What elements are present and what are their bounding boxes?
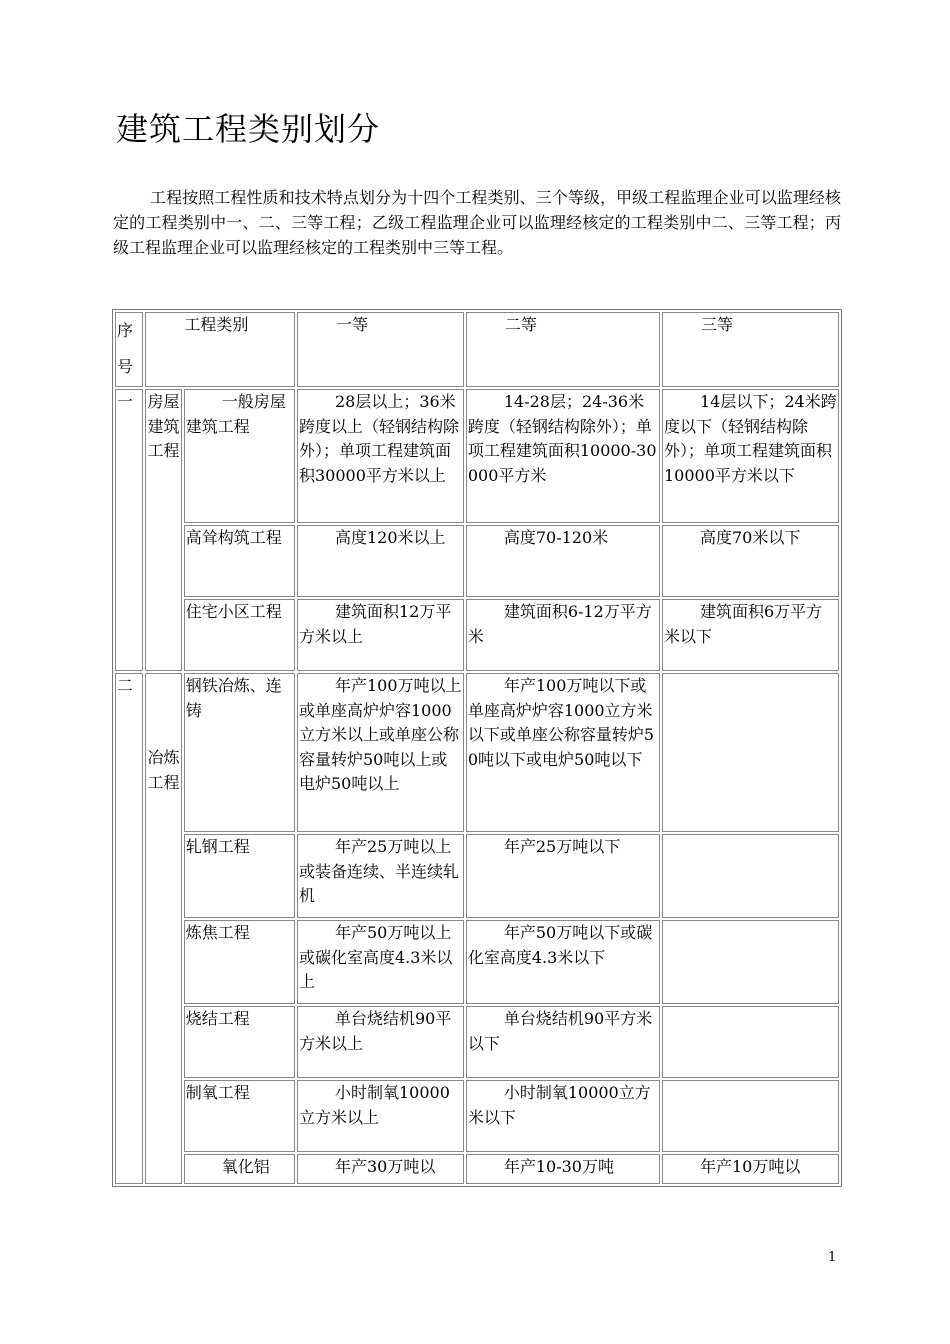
group-seq: 二	[115, 673, 143, 1184]
table-row	[115, 525, 839, 597]
table-row	[115, 1006, 839, 1078]
header-grade1: 一等	[297, 312, 464, 387]
header-category: 工程类别	[145, 312, 295, 387]
header-grade2: 二等	[466, 312, 660, 387]
table-row	[115, 920, 839, 1004]
grade3-cell	[662, 834, 839, 918]
grade2-cell: 建筑面积6-12万平方米	[466, 599, 660, 671]
grade1-cell: 高度120米以上	[297, 525, 464, 597]
sub-category: 氧化铝	[184, 1154, 295, 1184]
sub-category: 轧钢工程	[184, 834, 295, 918]
grade3-cell: 年产10万吨以	[662, 1154, 839, 1184]
grade1-cell: 年产100万吨以上或单座高炉炉容1000立方米以上或单座公称容量转炉50吨以上或电炉50吨以上	[297, 673, 464, 832]
sub-category: 高耸构筑工程	[184, 525, 295, 597]
table-row	[115, 1154, 839, 1184]
grade2-cell: 小时制氧10000立方米以下	[466, 1080, 660, 1152]
grade1-cell: 年产50万吨以上或碳化室高度4.3米以上	[297, 920, 464, 1004]
grade2-cell: 单台烧结机90平方米以下	[466, 1006, 660, 1078]
table-row	[115, 834, 839, 918]
sub-category: 住宅小区工程	[184, 599, 295, 671]
group-name: 房屋建筑工程	[145, 389, 181, 671]
grade1-cell: 单台烧结机90平方米以上	[297, 1006, 464, 1078]
header-seq: 序号	[115, 312, 143, 387]
table-row	[115, 599, 839, 671]
grade2-cell: 高度70-120米	[466, 525, 660, 597]
group-name: 冶炼工程	[145, 673, 181, 1184]
sub-category: 制氧工程	[184, 1080, 295, 1152]
table-row	[115, 389, 839, 523]
engineering-category-table	[112, 309, 842, 1187]
grade3-cell: 14层以下；24米跨度以下（轻钢结构除外）；单项工程建筑面积10000平方米以下	[662, 389, 839, 523]
grade1-cell: 小时制氧10000立方米以上	[297, 1080, 464, 1152]
grade3-cell	[662, 1080, 839, 1152]
header-grade3: 三等	[662, 312, 839, 387]
grade2-cell: 年产10-30万吨	[466, 1154, 660, 1184]
grade1-cell: 建筑面积12万平方米以上	[297, 599, 464, 671]
sub-category: 炼焦工程	[184, 920, 295, 1004]
grade3-cell	[662, 920, 839, 1004]
grade3-cell: 高度70米以下	[662, 525, 839, 597]
grade1-cell: 年产25万吨以上或装备连续、半连续轧机	[297, 834, 464, 918]
sub-category: 一般房屋建筑工程	[184, 389, 295, 523]
grade3-cell	[662, 1006, 839, 1078]
grade2-cell: 14-28层；24-36米跨度（轻钢结构除外）；单项工程建筑面积10000-30000平方米	[466, 389, 660, 523]
grade1-cell: 年产30万吨以	[297, 1154, 464, 1184]
sub-category: 钢铁冶炼、连铸	[184, 673, 295, 832]
grade2-cell: 年产50万吨以下或碳化室高度4.3米以下	[466, 920, 660, 1004]
grade3-cell	[662, 673, 839, 832]
table-row	[115, 1080, 839, 1152]
grade2-cell: 年产25万吨以下	[466, 834, 660, 918]
grade1-cell: 28层以上；36米跨度以上（轻钢结构除外）；单项工程建筑面积30000平方米以上	[297, 389, 464, 523]
grade2-cell: 年产100万吨以下或单座高炉炉容1000立方米以下或单座公称容量转炉50吨以下或电炉50吨以下	[466, 673, 660, 832]
grade3-cell: 建筑面积6万平方米以下	[662, 599, 839, 671]
table-row	[115, 673, 839, 832]
page-number: 1	[828, 1250, 837, 1265]
page-title: 建筑工程类别划分	[116, 110, 381, 148]
group-seq: 一	[115, 389, 143, 671]
intro-paragraph: 工程按照工程性质和技术特点划分为十四个工程类别、三个等级，甲级工程监理企业可以监理经核定的工程类别中一、二、三等工程；乙级工程监理企业可以监理经核定的工程类别中二、三等工程；丙级工程监理企业可以监理经核定的工程类别中三等工程。	[113, 188, 841, 257]
table-header-row	[115, 312, 839, 387]
sub-category: 烧结工程	[184, 1006, 295, 1078]
